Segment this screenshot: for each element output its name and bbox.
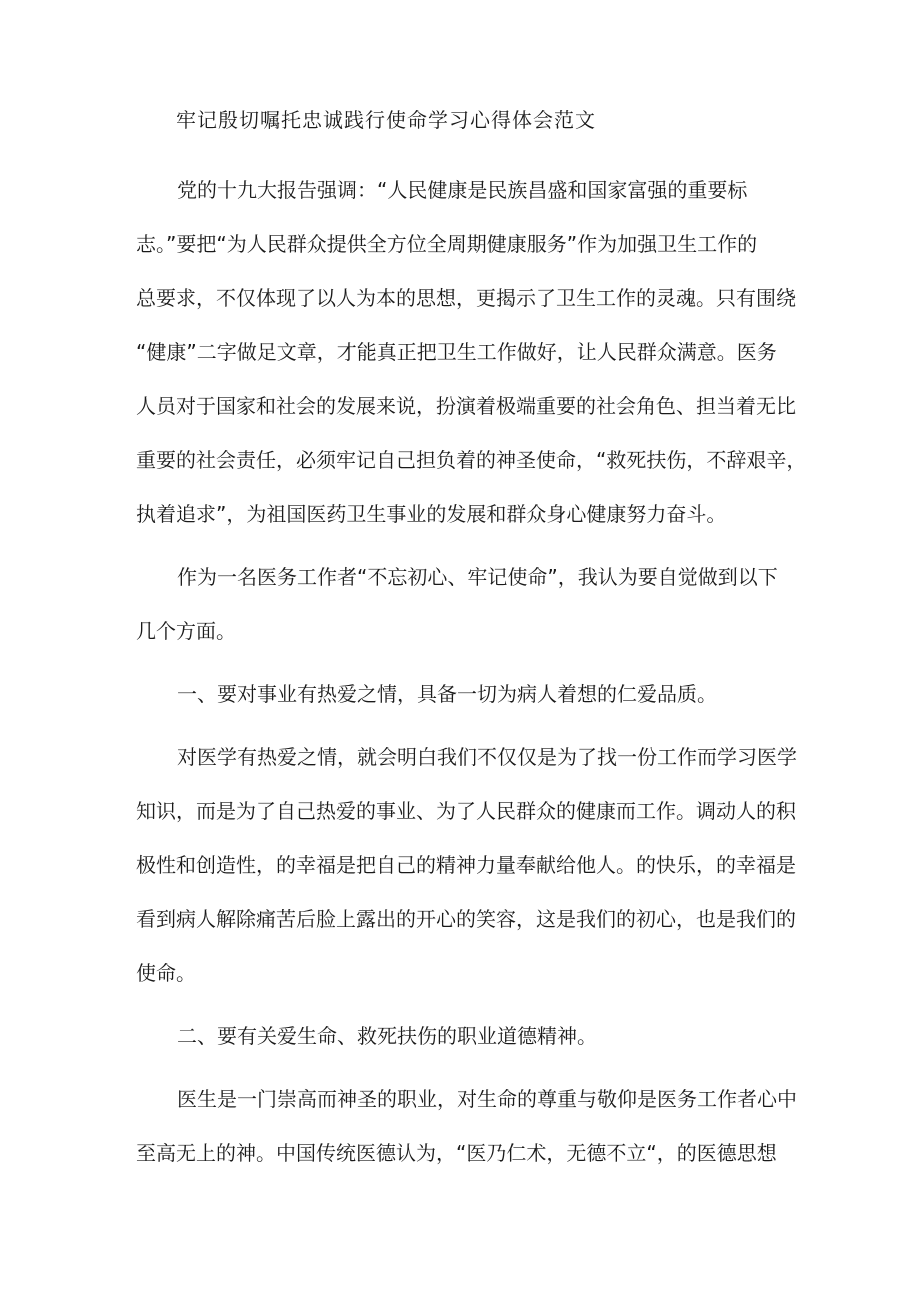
text-line: 至高无上的神。中国传统医德认为，“医乃仁术，无德不立“，的医德思想 [136,1141,777,1165]
text-line: 人员对于国家和社会的发展来说，扮演着极端重要的社会角色、担当着无比 [136,394,796,418]
section-heading: 一、要对事业有热爱之情，具备一切为病人着想的仁爱品质。 [177,682,717,706]
text-line: “健康”二字做足文章，才能真正把卫生工作做好，让人民群众满意。医务 [136,340,777,364]
text-line: 对医学有热爱之情，就会明白我们不仅仅是为了找一份工作而学习医学 [177,745,797,769]
text-line: 几个方面。 [136,619,236,643]
text-line: 医生是一门崇高而神圣的职业，对生命的尊重与敬仰是医务工作者心中 [177,1087,797,1111]
section-heading: 二、要有关爱生命、救死扶伤的职业道德精神。 [177,1024,597,1048]
text-line: 知识，而是为了自己热爱的事业、为了人民群众的健康而工作。调动人的积 [136,799,796,823]
text-line: 重要的社会责任，必须牢记自己担负着的神圣使命，“救死扶伤，不辞艰辛， [136,448,807,472]
text-line: 总要求，不仅体现了以人为本的思想，更揭示了卫生工作的灵魂。只有围绕 [136,286,796,310]
text-line: 使命。 [136,961,196,985]
text-line: 执着追求”，为祖国医药卫生事业的发展和群众身心健康努力奋斗。 [136,502,727,526]
document-title: 牢记殷切嘱托忠诚践行使命学习心得体会范文 [176,108,596,132]
text-line: 作为一名医务工作者“不忘初心、牢记使命”，我认为要自觉做到以下 [177,565,778,589]
text-line: 党的十九大报告强调：“人民健康是民族昌盛和国家富强的重要标 [177,178,748,202]
text-line: 看到病人解除痛苦后脸上露出的开心的笑容，这是我们的初心，也是我们的 [136,907,796,931]
text-line: 极性和创造性，的幸福是把自己的精神力量奉献给他人。的快乐，的幸福是 [136,853,796,877]
text-line: 志。”要把“为人民群众提供全方位全周期健康服务”作为加强卫生工作的 [136,232,758,256]
